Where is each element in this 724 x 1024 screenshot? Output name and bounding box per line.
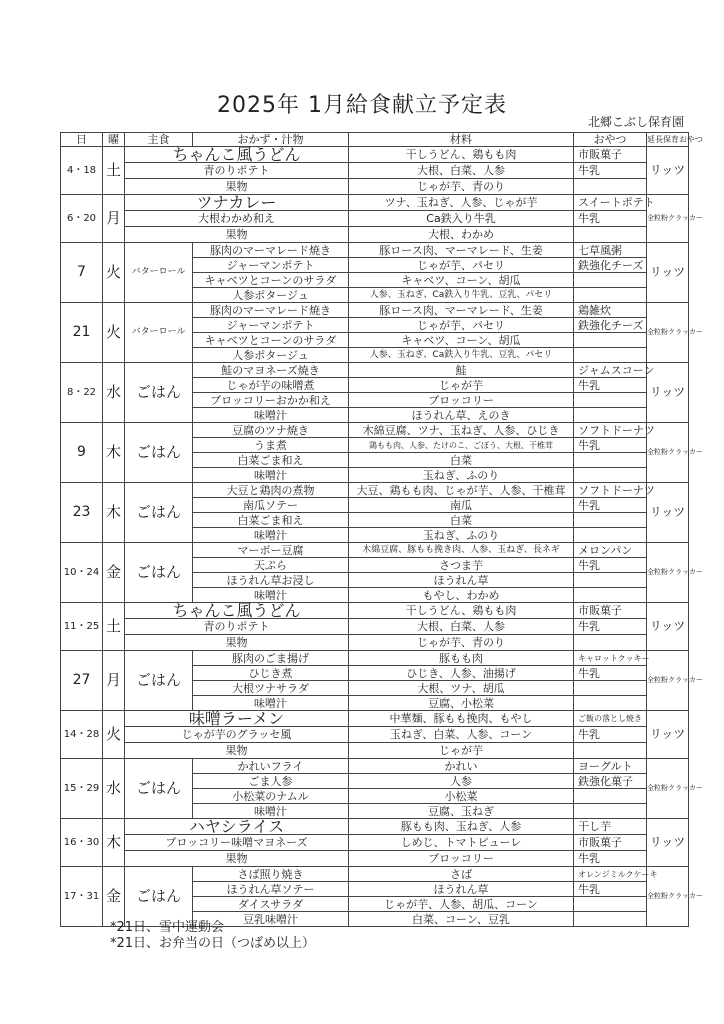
dish-cell: マーボー豆腐 <box>193 543 349 558</box>
snack-cell: メロンパン <box>574 543 647 558</box>
menu-sub-row <box>61 635 689 651</box>
ingredients-cell: 豚ロース肉、マーマレード、生姜 <box>349 303 574 318</box>
main-dish-cell: ちゃんこ風うどん <box>125 147 349 163</box>
ingredients-cell: キャベツ、コーン、胡瓜 <box>349 333 574 348</box>
ingredients-cell: じゃが芋 <box>349 743 574 759</box>
ingredients-cell: かれい <box>349 759 574 774</box>
dish-cell: 大豆と鶏肉の煮物 <box>193 483 349 498</box>
dish-cell: じゃが芋のグラッセ風 <box>125 727 349 743</box>
menu-day-row <box>61 819 689 835</box>
dish-cell: キャベツとコーンのサラダ <box>193 333 349 348</box>
extended-snack-cell: 全粒粉クラッカー <box>647 651 689 711</box>
staple-cell: バターロール <box>125 243 193 303</box>
snack-cell: 干し芋 <box>574 819 647 835</box>
snack-cell: 牛乳 <box>574 666 647 681</box>
menu-sub-row <box>61 835 689 851</box>
ingredients-cell: 大根、白菜、人参 <box>349 619 574 635</box>
menu-table <box>60 132 703 927</box>
day-cell: 6・20 <box>61 195 103 243</box>
dish-cell: ごま人参 <box>193 774 349 789</box>
dish-cell: 果物 <box>125 179 349 195</box>
staple-cell: ごはん <box>125 483 193 543</box>
dish-cell: ブロッコリー味噌マヨネーズ <box>125 835 349 851</box>
dish-cell: 豚肉のマーマレード焼き <box>193 303 349 318</box>
dish-cell: かれいフライ <box>193 759 349 774</box>
menu-day-row <box>61 243 689 258</box>
snack-cell <box>574 912 647 927</box>
extended-snack-cell: 全粒粉クラッカー <box>647 759 689 819</box>
extended-snack-cell: 全粒粉クラッカー <box>647 195 689 243</box>
dish-cell: 南瓜ソテー <box>193 498 349 513</box>
header-staple: 主食 <box>125 133 193 147</box>
ingredients-cell: 鶏もも肉、人参、たけのこ、ごぼう、大根、干椎茸 <box>349 438 574 453</box>
header-day: 日 <box>61 133 103 147</box>
dish-cell: ダイスサラダ <box>193 897 349 912</box>
ingredients-cell: じゃが芋 <box>349 378 574 393</box>
ingredients-cell: 中華麺、豚もも挽肉、もやし <box>349 711 574 727</box>
weekday-cell: 金 <box>103 543 125 603</box>
menu-sub-row <box>61 179 689 195</box>
dish-cell: ブロッコリーおかか和え <box>193 393 349 408</box>
day-cell: 11・25 <box>61 603 103 651</box>
snack-cell: ご飯の落とし焼き <box>574 711 647 727</box>
extended-snack-cell: リッツ <box>647 147 689 195</box>
menu-day-row <box>61 483 689 498</box>
ingredients-cell: 豚ロース肉、マーマレード、生姜 <box>349 243 574 258</box>
extended-snack-cell: 全粒粉クラッカー <box>647 867 689 927</box>
header-snack: おやつ <box>574 133 647 147</box>
snack-cell: 鉄強化チーズ <box>574 318 647 333</box>
dish-cell: ジャーマンポテト <box>193 318 349 333</box>
ingredients-cell: 大根、わかめ <box>349 227 574 243</box>
dish-cell: 豆乳味噌汁 <box>193 912 349 927</box>
ingredients-cell: 大豆、鶏もも肉、じゃが芋、人参、干椎茸 <box>349 483 574 498</box>
ingredients-cell: 豆腐、玉ねぎ <box>349 804 574 819</box>
ingredients-cell: 人参、玉ねぎ、Ca鉄入り牛乳、豆乳、パセリ <box>349 288 574 303</box>
snack-cell <box>574 288 647 303</box>
ingredients-cell: 玉ねぎ、ふのり <box>349 528 574 543</box>
day-cell: 14・28 <box>61 711 103 759</box>
snack-cell: 牛乳 <box>574 211 647 227</box>
snack-cell: 牛乳 <box>574 378 647 393</box>
ingredients-cell: 白菜 <box>349 513 574 528</box>
menu-day-row <box>61 651 689 666</box>
snack-cell: 鶏雑炊 <box>574 303 647 318</box>
ingredients-cell: 人参、玉ねぎ、Ca鉄入り牛乳、豆乳、パセリ <box>349 348 574 363</box>
dish-cell: キャベツとコーンのサラダ <box>193 273 349 288</box>
main-dish-cell: ちゃんこ風うどん <box>125 603 349 619</box>
snack-cell: 市販菓子 <box>574 147 647 163</box>
day-cell: 27 <box>61 651 103 711</box>
menu-sub-row <box>61 727 689 743</box>
snack-cell: 鉄強化菓子 <box>574 774 647 789</box>
snack-cell <box>574 273 647 288</box>
snack-cell: 七草風粥 <box>574 243 647 258</box>
snack-cell <box>574 573 647 588</box>
dish-cell: 大根わかめ和え <box>125 211 349 227</box>
ingredients-cell: もやし、わかめ <box>349 588 574 603</box>
ingredients-cell: ブロッコリー <box>349 393 574 408</box>
menu-sub-row <box>61 163 689 179</box>
snack-cell <box>574 588 647 603</box>
dish-cell: ジャーマンポテト <box>193 258 349 273</box>
snack-cell <box>574 635 647 651</box>
menu-day-row <box>61 759 689 774</box>
menu-sub-row <box>61 227 689 243</box>
day-cell: 23 <box>61 483 103 543</box>
snack-cell <box>574 333 647 348</box>
extended-snack-cell: 全粒粉クラッカー <box>647 303 689 363</box>
weekday-cell: 木 <box>103 819 125 867</box>
ingredients-cell: Ca鉄入り牛乳 <box>349 211 574 227</box>
day-cell: 16・30 <box>61 819 103 867</box>
header-weekday: 曜 <box>103 133 125 147</box>
dish-cell: 果物 <box>125 851 349 867</box>
dish-cell: 天ぷら <box>193 558 349 573</box>
snack-cell: オレンジミルクケーキ <box>574 867 647 882</box>
ingredients-cell: 木綿豆腐、ツナ、玉ねぎ、人参、ひじき <box>349 423 574 438</box>
menu-sub-row <box>61 743 689 759</box>
dish-cell: 豚肉のマーマレード焼き <box>193 243 349 258</box>
ingredients-cell: 白菜 <box>349 453 574 468</box>
header-row <box>61 133 689 147</box>
dish-cell: 大根ツナサラダ <box>193 681 349 696</box>
dish-cell: 青のりポテト <box>125 163 349 179</box>
weekday-cell: 木 <box>103 423 125 483</box>
weekday-cell: 木 <box>103 483 125 543</box>
snack-cell <box>574 528 647 543</box>
snack-cell <box>574 348 647 363</box>
ingredients-cell: 干しうどん、鶏もも肉 <box>349 147 574 163</box>
ingredients-cell: 南瓜 <box>349 498 574 513</box>
main-dish-cell: ツナカレー <box>125 195 349 211</box>
dish-cell: 豆腐のツナ焼き <box>193 423 349 438</box>
weekday-cell: 火 <box>103 243 125 303</box>
snack-cell: 牛乳 <box>574 851 647 867</box>
school-name: 北郷こぶし保育園 <box>587 115 684 129</box>
menu-day-row <box>61 711 689 727</box>
ingredients-cell: しめじ、トマトピューレ <box>349 835 574 851</box>
dish-cell: 白菜ごま和え <box>193 513 349 528</box>
snack-cell <box>574 179 647 195</box>
day-cell: 9 <box>61 423 103 483</box>
extended-snack-cell: リッツ <box>647 819 689 867</box>
header-ingredients: 材料 <box>349 133 574 147</box>
day-cell: 4・18 <box>61 147 103 195</box>
dish-cell: 味噌汁 <box>193 588 349 603</box>
extended-snack-cell: リッツ <box>647 483 689 543</box>
staple-cell: ごはん <box>125 543 193 603</box>
ingredients-cell: じゃが芋、青のり <box>349 179 574 195</box>
ingredients-cell: ほうれん草 <box>349 882 574 897</box>
ingredients-cell: 豚もも肉、玉ねぎ、人参 <box>349 819 574 835</box>
ingredients-cell: さつま芋 <box>349 558 574 573</box>
menu-day-row <box>61 195 689 211</box>
weekday-cell: 金 <box>103 867 125 927</box>
snack-cell <box>574 227 647 243</box>
snack-cell: ジャムスコーン <box>574 363 647 378</box>
weekday-cell: 水 <box>103 759 125 819</box>
snack-cell: 牛乳 <box>574 498 647 513</box>
ingredients-cell: 小松菜 <box>349 789 574 804</box>
snack-cell <box>574 696 647 711</box>
snack-cell <box>574 681 647 696</box>
dish-cell: 果物 <box>125 743 349 759</box>
snack-cell <box>574 393 647 408</box>
day-cell: 8・22 <box>61 363 103 423</box>
snack-cell: キャロットクッキー <box>574 651 647 666</box>
ingredients-cell: 豆腐、小松菜 <box>349 696 574 711</box>
snack-cell: ソフトドーナツ <box>574 483 647 498</box>
ingredients-cell: じゃが芋、人参、胡瓜、コーン <box>349 897 574 912</box>
snack-cell <box>574 743 647 759</box>
snack-cell <box>574 789 647 804</box>
weekday-cell: 火 <box>103 303 125 363</box>
snack-cell: 鉄強化チーズ <box>574 258 647 273</box>
ingredients-cell: 大根、白菜、人参 <box>349 163 574 179</box>
extended-snack-cell: リッツ <box>647 603 689 651</box>
dish-cell: 果物 <box>125 635 349 651</box>
dish-cell: じゃが芋の味噌煮 <box>193 378 349 393</box>
extended-snack-cell: リッツ <box>647 363 689 423</box>
ingredients-cell: キャベツ、コーン、胡瓜 <box>349 273 574 288</box>
dish-cell: 鮭のマヨネーズ焼き <box>193 363 349 378</box>
snack-cell: 市販菓子 <box>574 603 647 619</box>
day-cell: 15・29 <box>61 759 103 819</box>
extended-snack-cell: リッツ <box>647 711 689 759</box>
menu-body <box>61 145 703 927</box>
dish-cell: 小松菜のナムル <box>193 789 349 804</box>
ingredients-cell: じゃが芋、パセリ <box>349 258 574 273</box>
weekday-cell: 土 <box>103 147 125 195</box>
main-dish-cell: ハヤシライス <box>125 819 349 835</box>
snack-cell <box>574 513 647 528</box>
ingredients-cell: 大根、ツナ、胡瓜 <box>349 681 574 696</box>
dish-cell: 味噌汁 <box>193 696 349 711</box>
menu-sub-row <box>61 851 689 867</box>
menu-day-row <box>61 363 689 378</box>
dish-cell: ひじき煮 <box>193 666 349 681</box>
note-line: *21日、雪中運動会 <box>110 920 225 935</box>
snack-cell <box>574 804 647 819</box>
ingredients-cell: ひじき、人参、油揚げ <box>349 666 574 681</box>
ingredients-cell: 木綿豆腐、豚もも挽き肉、人参、玉ねぎ、長ネギ <box>349 543 574 558</box>
staple-cell: ごはん <box>125 867 193 927</box>
dish-cell: ほうれん草お浸し <box>193 573 349 588</box>
dish-cell: さば照り焼き <box>193 867 349 882</box>
snack-cell: 牛乳 <box>574 558 647 573</box>
ingredients-cell: さば <box>349 867 574 882</box>
ingredients-cell: 鮭 <box>349 363 574 378</box>
weekday-cell: 土 <box>103 603 125 651</box>
menu-sub-row <box>61 619 689 635</box>
ingredients-cell: 豚もも肉 <box>349 651 574 666</box>
dish-cell: 果物 <box>125 227 349 243</box>
dish-cell: 味噌汁 <box>193 408 349 423</box>
dish-cell: 青のりポテト <box>125 619 349 635</box>
ingredients-cell: 玉ねぎ、白菜、人参、コーン <box>349 727 574 743</box>
snack-cell: 牛乳 <box>574 882 647 897</box>
header-dishes: おかず・汁物 <box>193 133 349 147</box>
menu-sub-row <box>61 211 689 227</box>
snack-cell <box>574 408 647 423</box>
day-cell: 17・31 <box>61 867 103 927</box>
ingredients-cell: 人参 <box>349 774 574 789</box>
snack-cell <box>574 453 647 468</box>
ingredients-cell: 玉ねぎ、ふのり <box>349 468 574 483</box>
menu-day-row <box>61 303 689 318</box>
menu-day-row <box>61 867 689 882</box>
snack-cell <box>574 897 647 912</box>
extended-snack-cell: 全粒粉クラッカー <box>647 423 689 483</box>
dish-cell: 白菜ごま和え <box>193 453 349 468</box>
day-cell: 7 <box>61 243 103 303</box>
staple-cell: ごはん <box>125 363 193 423</box>
dish-cell: 人参ポタージュ <box>193 288 349 303</box>
ingredients-cell: じゃが芋、青のり <box>349 635 574 651</box>
snack-cell: ヨーグルト <box>574 759 647 774</box>
snack-cell: 牛乳 <box>574 163 647 179</box>
staple-cell: ごはん <box>125 759 193 819</box>
menu-day-row <box>61 603 689 619</box>
ingredients-cell: 干しうどん、鶏もも肉 <box>349 603 574 619</box>
ingredients-cell: ツナ、玉ねぎ、人参、じゃが芋 <box>349 195 574 211</box>
weekday-cell: 水 <box>103 363 125 423</box>
weekday-cell: 月 <box>103 651 125 711</box>
menu-day-row <box>61 147 689 163</box>
ingredients-cell: ブロッコリー <box>349 851 574 867</box>
ingredients-cell: ほうれん草 <box>349 573 574 588</box>
snack-cell: 牛乳 <box>574 619 647 635</box>
ingredients-cell: 白菜、コーン、豆乳 <box>349 912 574 927</box>
dish-cell: 味噌汁 <box>193 804 349 819</box>
weekday-cell: 月 <box>103 195 125 243</box>
dish-cell: 味噌汁 <box>193 468 349 483</box>
menu-day-row <box>61 543 689 558</box>
staple-cell: バターロール <box>125 303 193 363</box>
menu-day-row <box>61 423 689 438</box>
dish-cell: 味噌汁 <box>193 528 349 543</box>
snack-cell: スイートポテト <box>574 195 647 211</box>
dish-cell: うま煮 <box>193 438 349 453</box>
extended-snack-cell: 全粒粉クラッカー <box>647 543 689 603</box>
dish-cell: ほうれん草ソテー <box>193 882 349 897</box>
staple-cell: ごはん <box>125 423 193 483</box>
main-dish-cell: 味噌ラーメン <box>125 711 349 727</box>
day-cell: 21 <box>61 303 103 363</box>
notes <box>110 920 315 952</box>
staple-cell: ごはん <box>125 651 193 711</box>
snack-cell: ソフトドーナツ <box>574 423 647 438</box>
snack-cell: 牛乳 <box>574 438 647 453</box>
snack-cell: 牛乳 <box>574 727 647 743</box>
dish-cell: 豚肉のごま揚げ <box>193 651 349 666</box>
ingredients-cell: ほうれん草、えのき <box>349 408 574 423</box>
ingredients-cell: じゃが芋、パセリ <box>349 318 574 333</box>
snack-cell: 市販菓子 <box>574 835 647 851</box>
extended-snack-cell: リッツ <box>647 243 689 303</box>
snack-cell <box>574 468 647 483</box>
note-line: *21日、お弁当の日（つばめ以上） <box>110 936 316 951</box>
day-cell: 10・24 <box>61 543 103 603</box>
weekday-cell: 火 <box>103 711 125 759</box>
dish-cell: 人参ポタージュ <box>193 348 349 363</box>
page-title: 2025年 1月給食献立予定表 <box>217 93 507 118</box>
header-extended: 延長保育おやつ <box>647 133 689 147</box>
